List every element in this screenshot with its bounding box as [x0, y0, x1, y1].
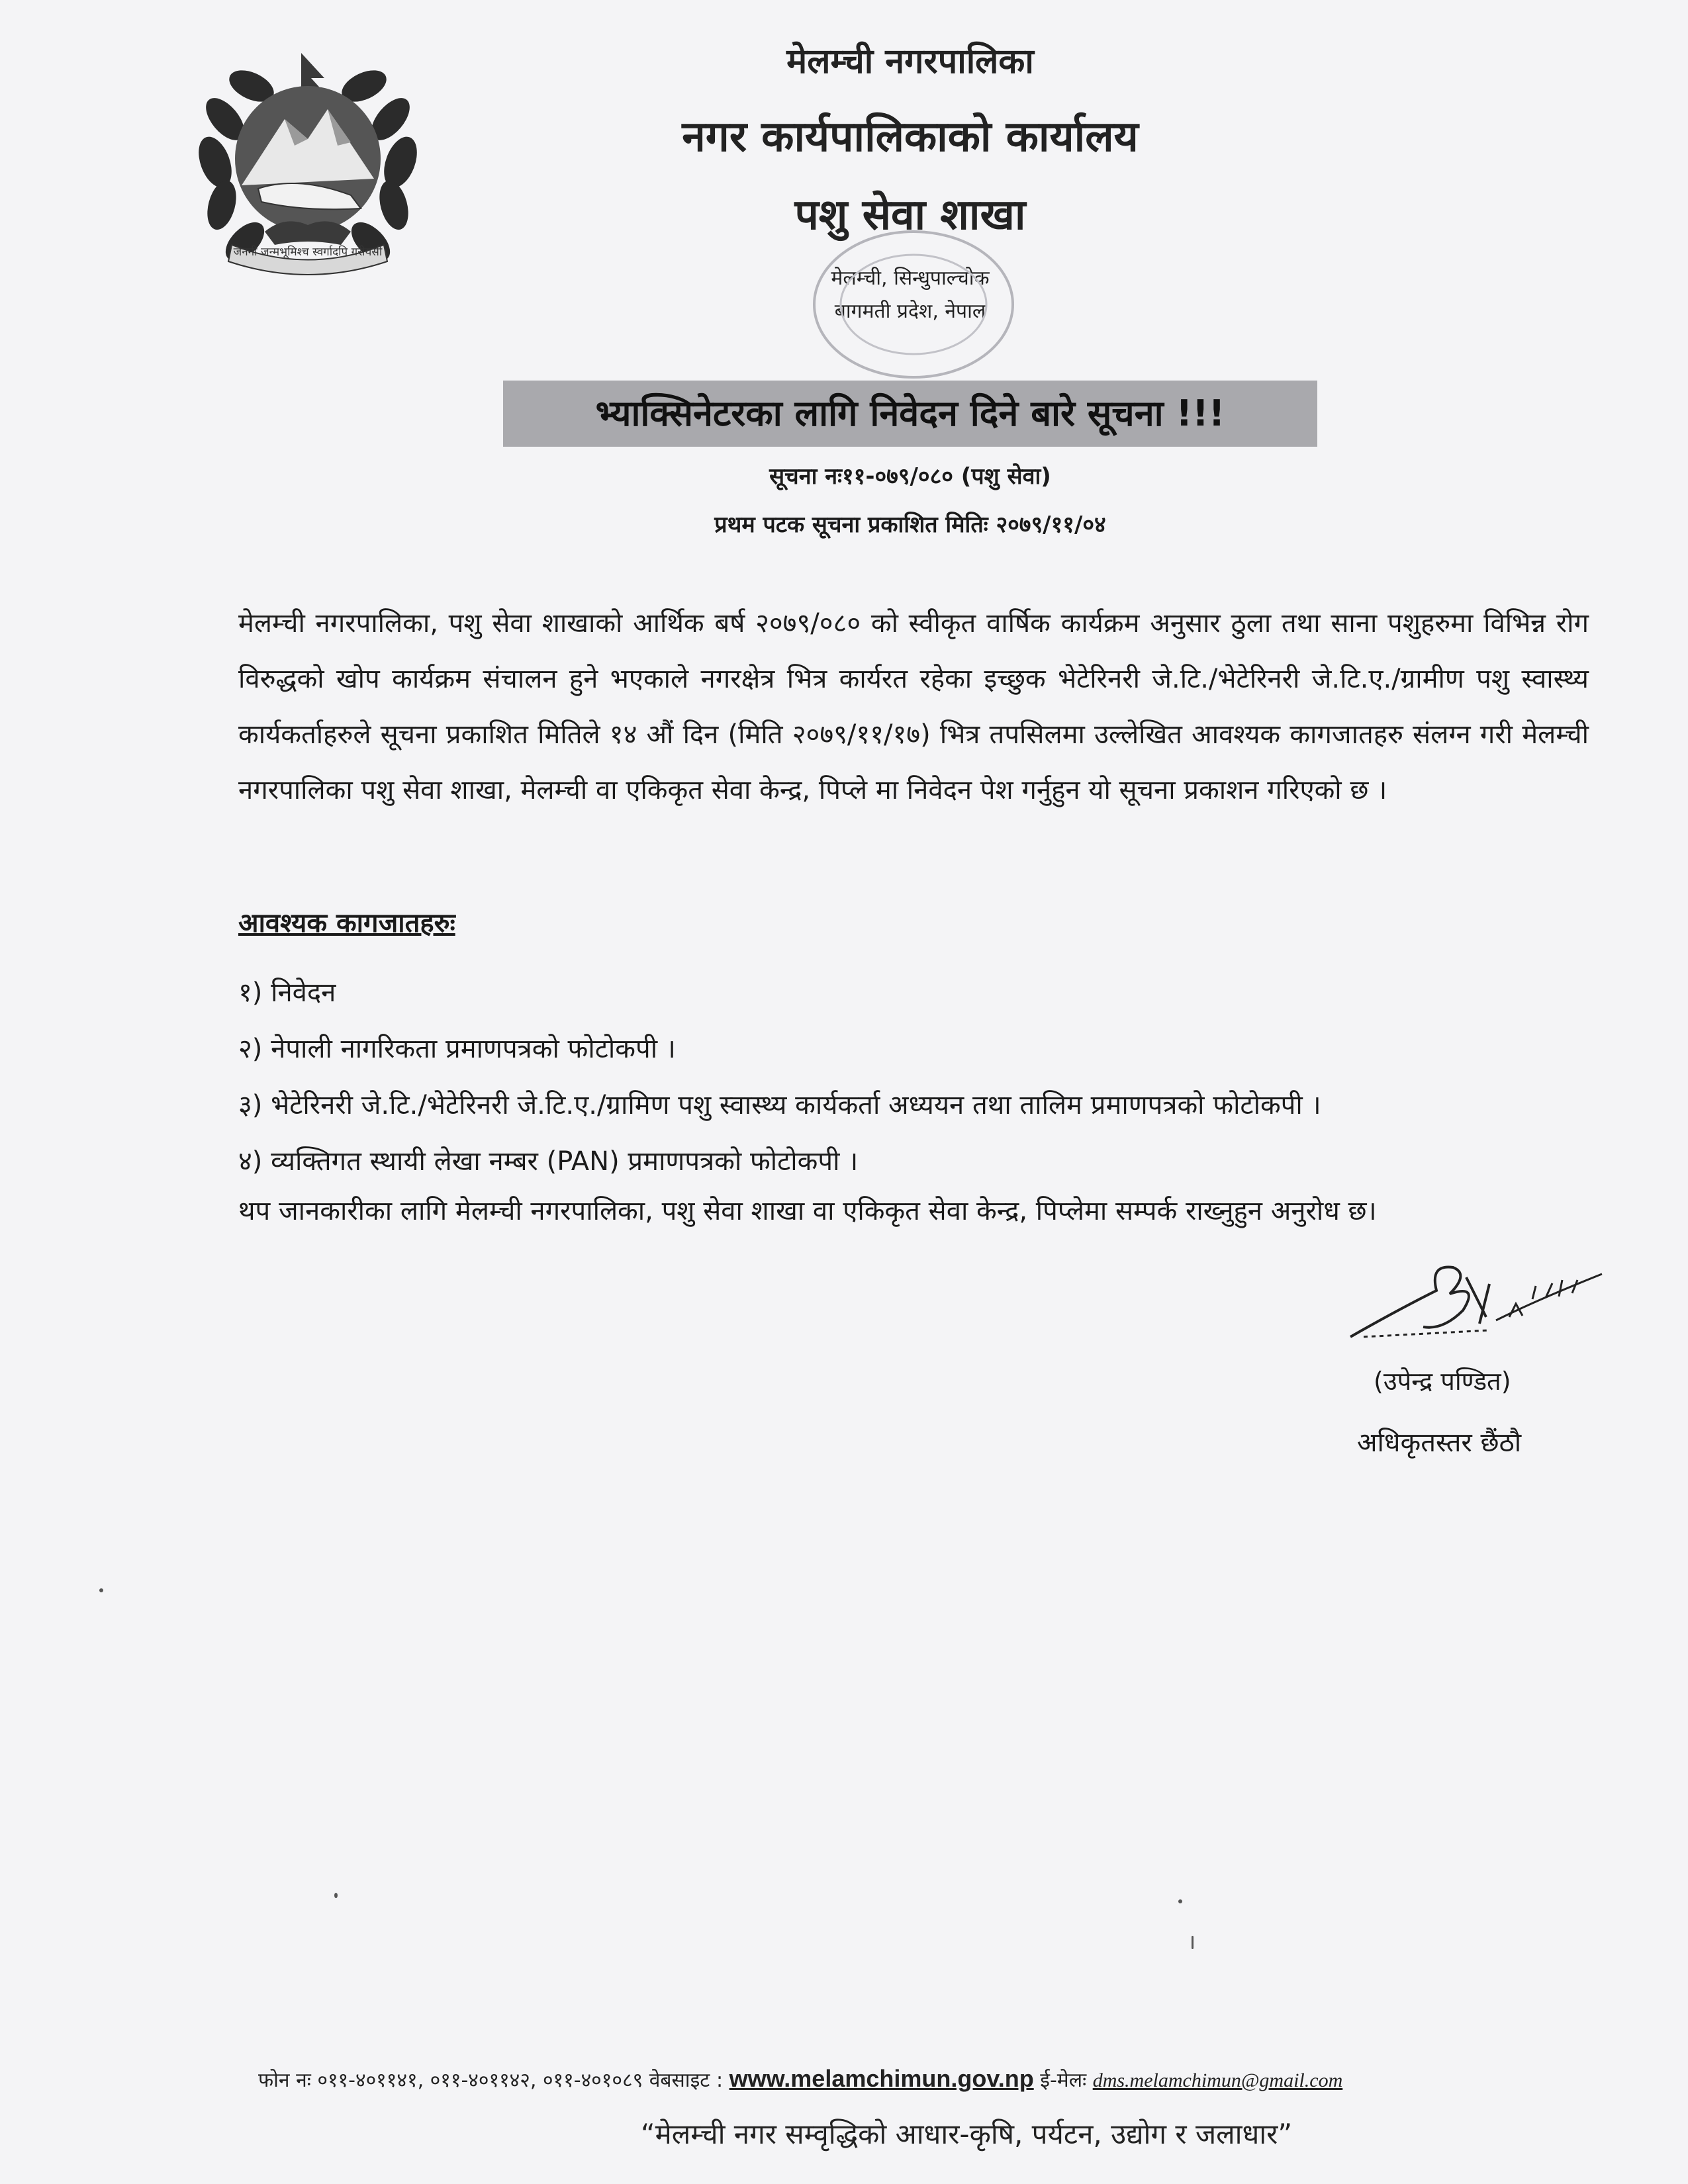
closing-line: थप जानकारीका लागि मेलम्ची नगरपालिका, पशु सेवा शाखा वा एकिकृत सेवा केन्द्र, पिप्लेमा सम्पर्क राख्नुहुन अनुरोध छ। [238, 1196, 1377, 1226]
municipality-name: मेलम्ची नगरपालिका [786, 42, 1034, 81]
notice-number: सूचना नः११-०७९/०८० (पशु सेवा) [769, 463, 1051, 490]
address-line-2: बागमती प्रदेश, नेपाल [834, 300, 986, 323]
speck [1178, 1899, 1182, 1903]
footer-contact [258, 2065, 1622, 2093]
first-published-date: प्रथम पटक सूचना प्रकाशित मितिः २०७९/११/०४ [714, 512, 1106, 538]
notice-body-paragraph: मेलम्ची नगरपालिका, पशु सेवा शाखाको आर्थिक बर्ष २०७९/०८० को स्वीकृत वार्षिक कार्यक्रम अनुसार ठुला तथा साना पशुहरुमा विभिन्न रोग विरुद्धको खोप कार्यक्रम संचालन हुने भएकाले नगरक्षेत्र भित्र कार्यरत रहेका इच्छुक भेटेरिनरी जे.टि./भेटेरिनरी जे.टि.ए./ग्रामीण पशु स्वास्थ्य कार्यकर्ताहरुले सूचना प्रकाशित मितिले १४ औं दिन (मिति २०७९/११/१७) भित्र तपसिलमा उल्लेखित आवश्यक कागजातहरु संलग्न गरी मेलम्ची नगरपालिका पशु सेवा शाखा, मेलम्ची वा एकिकृत सेवा केन्द्र, पिप्ले मा निवेदन पेश गर्नुहुन यो सूचना प्रकाशन गरिएको छ । [238, 608, 1589, 805]
website-label: वेबसाइट : [649, 2069, 724, 2092]
requirement-item: ३) भेटेरिनरी जे.टि./भेटेरिनरी जे.टि.ए./ग्रामिण पशु स्वास्थ्य कार्यकर्ता अध्ययन तथा तालिम प्रमाणपत्रको फोटोकपी । [238, 1090, 1321, 1120]
email-link[interactable]: dms.melamchimun@gmail.com [1092, 2070, 1343, 2091]
phone-label: फोन नः [258, 2069, 311, 2092]
signatory-name: (उपेन्द्र पण्डित) [1374, 1367, 1511, 1396]
office-stamp-icon [804, 218, 1023, 390]
requirement-item: ४) व्यक्तिगत स्थायी लेखा नम्बर (PAN) प्रमाणपत्रको फोटोकपी । [238, 1146, 859, 1177]
notice-title: भ्याक्सिनेटरका लागि निवेदन दिने बारे सूचना !!! [595, 392, 1225, 434]
footer-slogan: “मेलम्ची नगर सम्वृद्धिको आधार-कृषि, पर्यटन, उद्योग र जलाधार” [640, 2118, 1293, 2150]
signatory-designation: अधिकृतस्तर छैंठौ [1357, 1428, 1522, 1458]
address-line-1: मेलम्ची, सिन्धुपाल्चोक [831, 267, 990, 290]
requirement-item: २) नेपाली नागरिकता प्रमाणपत्रको फोटोकपी । [238, 1034, 676, 1064]
website-link[interactable]: www.melamchimun.gov.np [729, 2065, 1034, 2092]
speck [99, 1588, 103, 1592]
handwritten-signature-icon [1337, 1238, 1615, 1370]
speck [334, 1893, 338, 1898]
emblem-motto: जननी जन्मभूमिश्च स्वर्गादपि गरीयसी [233, 246, 383, 259]
office-name: नगर कार्यपालिकाको कार्यालय [682, 113, 1139, 161]
speck [1192, 1936, 1194, 1949]
requirement-item: १) निवेदन [238, 978, 336, 1008]
branch-name: पशु सेवा शाखा [794, 191, 1026, 240]
requirements-heading: आवश्यक कागजातहरुः [238, 908, 455, 938]
phone-numbers: ०११-४०११४१, ०११-४०११४२, ०११-४०१०८९ [317, 2069, 643, 2092]
email-label: ई-मेलः [1040, 2069, 1087, 2092]
